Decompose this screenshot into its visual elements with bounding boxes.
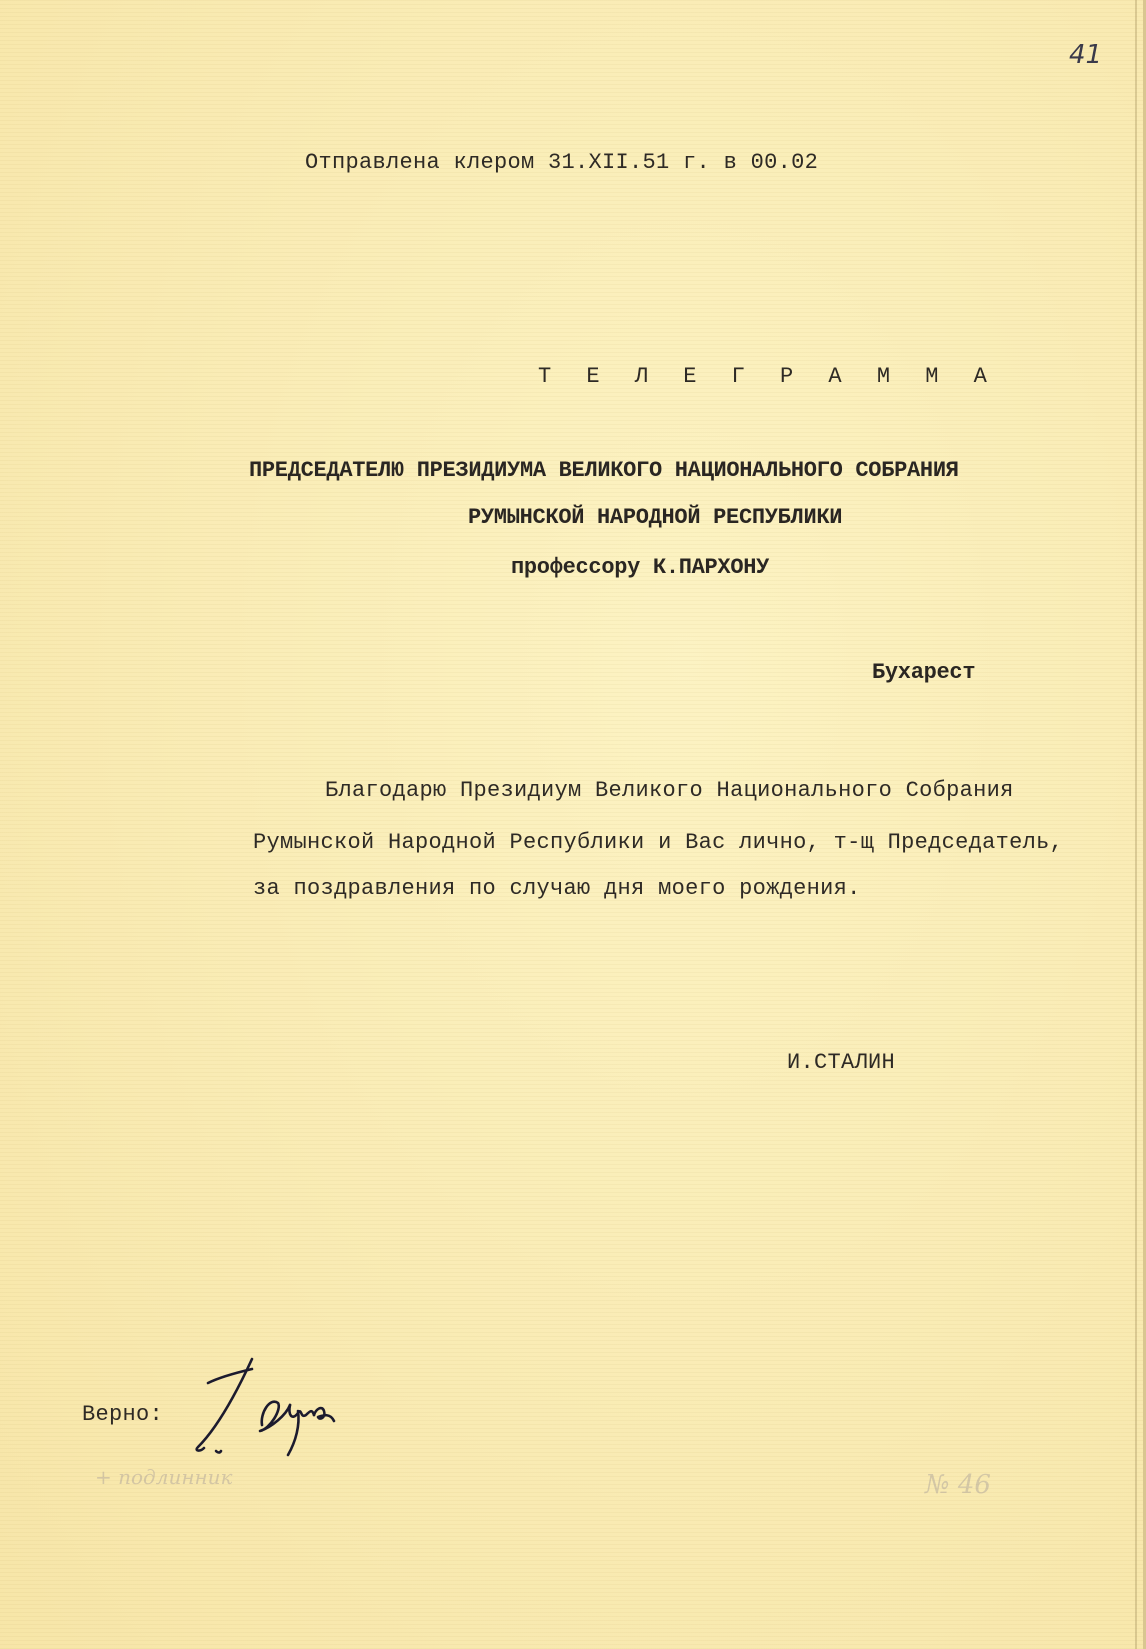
addressee-line-2: РУМЫНСКОЙ НАРОДНОЙ РЕСПУБЛИКИ <box>468 505 843 530</box>
faint-pencil-note: + подлинник <box>95 1465 233 1489</box>
handwritten-signature <box>190 1355 360 1460</box>
page-number: 41 <box>1069 40 1103 70</box>
message-line-1: Благодарю Президиум Великого Национального Собрания <box>325 778 1014 803</box>
certified-label: Верно: <box>82 1402 164 1427</box>
addressee-line-1: ПРЕДСЕДАТЕЛЮ ПРЕЗИДИУМА ВЕЛИКОГО НАЦИОНАЛЬНОГО СОБРАНИЯ <box>249 458 959 483</box>
addressee-line-3: профессору К.ПАРХОНУ <box>511 555 770 580</box>
message-line-3: за поздравления по случаю дня моего рождения. <box>253 876 861 901</box>
message-line-2: Румынской Народной Республики и Вас лично, т-щ Председатель, <box>253 830 1064 855</box>
signer-name: И.СТАЛИН <box>787 1050 896 1075</box>
document-title: Т Е Л Е Г Р А М М А <box>538 364 998 389</box>
sent-line: Отправлена клером 31.XII.51 г. в 00.02 <box>305 150 819 175</box>
destination-city: Бухарест <box>872 660 976 685</box>
faint-pencil-mark: № 46 <box>925 1470 991 1500</box>
